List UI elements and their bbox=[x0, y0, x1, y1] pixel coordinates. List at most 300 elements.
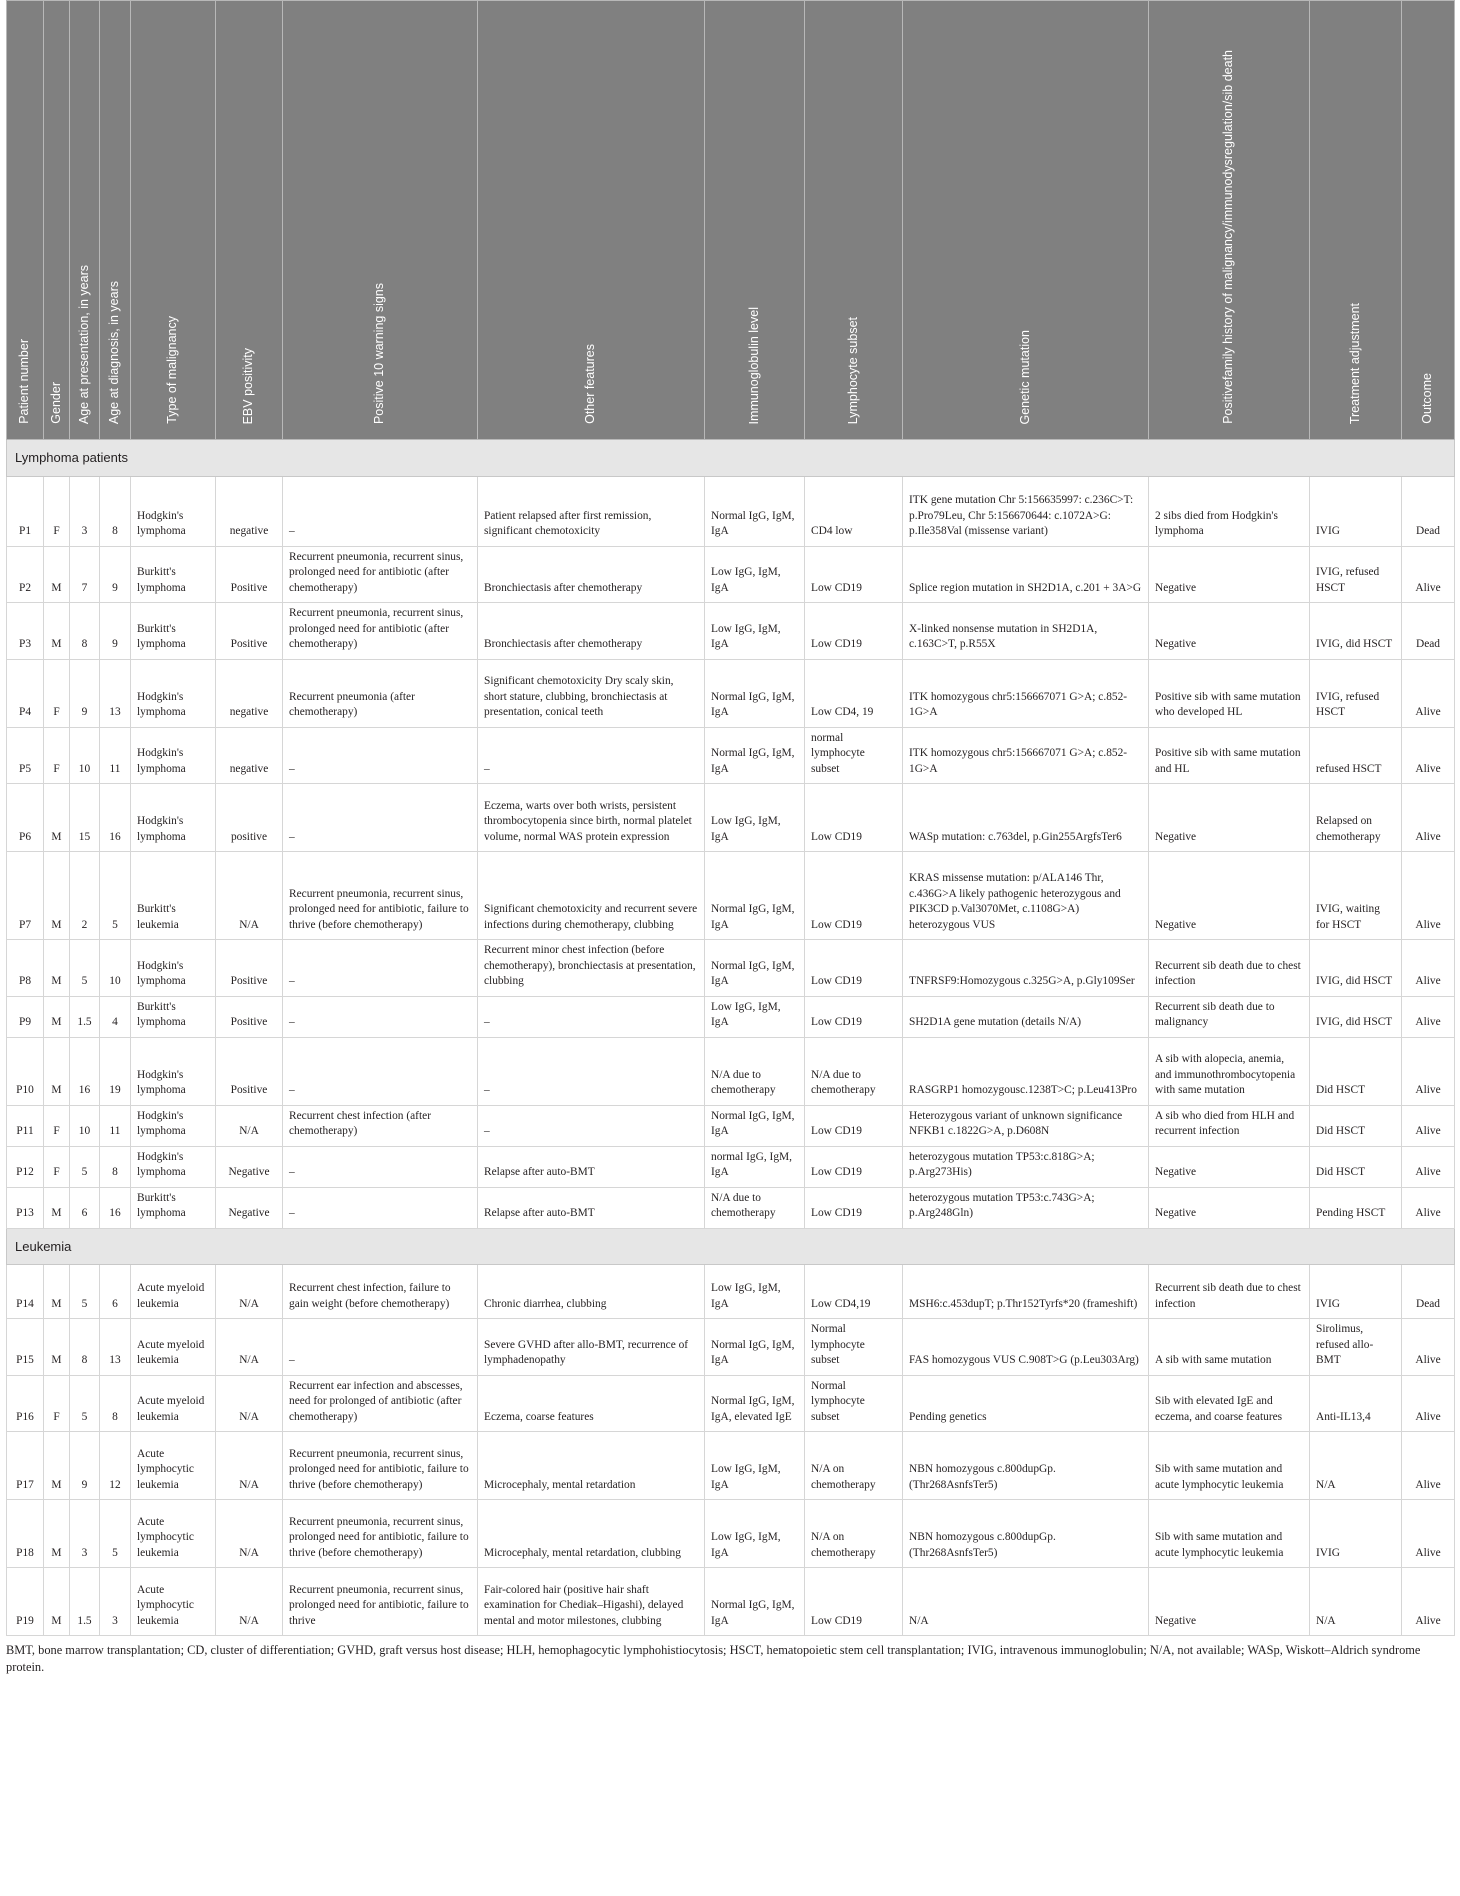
header-label: Age at presentation, in years bbox=[76, 264, 91, 424]
table-cell: Sirolimus, refused allo-BMT bbox=[1310, 1319, 1402, 1376]
table-cell: IVIG, waiting for HSCT bbox=[1310, 852, 1402, 940]
table-cell: Acute myeloid leukemia bbox=[131, 1319, 216, 1376]
table-cell: 11 bbox=[100, 727, 131, 784]
table-cell: 3 bbox=[100, 1568, 131, 1636]
header-label: Age at diagnosis, in years bbox=[107, 280, 122, 424]
patient-table bbox=[6, 0, 1455, 1636]
header-cell bbox=[1149, 1, 1310, 440]
table-cell: Low IgG, IgM, IgA bbox=[705, 996, 805, 1037]
table-cell: – bbox=[283, 1187, 478, 1228]
table-cell: Low IgG, IgM, IgA bbox=[705, 603, 805, 660]
table-cell: Burkitt's lymphoma bbox=[131, 996, 216, 1037]
table-cell: P18 bbox=[7, 1500, 44, 1568]
table-cell: NBN homozygous c.800dupGp.(Thr268AsnfsTer5) bbox=[903, 1500, 1149, 1568]
table-row bbox=[7, 546, 1455, 603]
table-cell: Normal IgG, IgM, IgA bbox=[705, 940, 805, 997]
table-cell: 4 bbox=[100, 996, 131, 1037]
table-cell: – bbox=[478, 1105, 705, 1146]
table-cell: N/A due to chemotherapy bbox=[705, 1037, 805, 1105]
table-cell: Recurrent pneumonia (after chemotherapy) bbox=[283, 659, 478, 727]
table-cell: Alive bbox=[1402, 1146, 1455, 1187]
table-cell: Low CD19 bbox=[805, 1568, 903, 1636]
table-cell: 9 bbox=[100, 546, 131, 603]
table-cell: Anti-IL13,4 bbox=[1310, 1375, 1402, 1432]
table-cell: P1 bbox=[7, 476, 44, 546]
table-cell: 16 bbox=[100, 1187, 131, 1228]
header-cell bbox=[100, 1, 131, 440]
table-cell: Recurrent ear infection and abscesses, need for prolonged of antibiotic (after chemotherapy) bbox=[283, 1375, 478, 1432]
table-cell: Low IgG, IgM, IgA bbox=[705, 546, 805, 603]
table-cell: F bbox=[44, 659, 70, 727]
table-row bbox=[7, 659, 1455, 727]
header-cell bbox=[70, 1, 100, 440]
table-cell: Normal IgG, IgM, IgA bbox=[705, 852, 805, 940]
table-cell: N/A bbox=[1310, 1568, 1402, 1636]
table-cell: Significant chemotoxicity Dry scaly skin, short stature, clubbing, bronchiectasis at presentation, conical teeth bbox=[478, 659, 705, 727]
table-row bbox=[7, 1037, 1455, 1105]
table-cell: Low CD19 bbox=[805, 1187, 903, 1228]
table-cell: – bbox=[478, 1037, 705, 1105]
table-cell: Recurrent sib death due to malignancy bbox=[1149, 996, 1310, 1037]
table-cell: Low CD19 bbox=[805, 784, 903, 852]
table-cell: Recurrent pneumonia, recurrent sinus, prolonged need for antibiotic, failure to thrive (before chemotherapy) bbox=[283, 1432, 478, 1500]
table-cell: 19 bbox=[100, 1037, 131, 1105]
table-row bbox=[7, 940, 1455, 997]
table-cell: N/A due to chemotherapy bbox=[805, 1037, 903, 1105]
table-cell: negative bbox=[216, 659, 283, 727]
table-cell: Eczema, coarse features bbox=[478, 1375, 705, 1432]
table-cell: Hodgkin's lymphoma bbox=[131, 727, 216, 784]
table-cell: P5 bbox=[7, 727, 44, 784]
table-cell: 10 bbox=[70, 1105, 100, 1146]
table-cell: Recurrent pneumonia, recurrent sinus, prolonged need for antibiotic, failure to thrive (before chemotherapy) bbox=[283, 852, 478, 940]
table-cell: 3 bbox=[70, 476, 100, 546]
table-cell: CD4 low bbox=[805, 476, 903, 546]
table-cell: Low CD19 bbox=[805, 996, 903, 1037]
table-cell: Low IgG, IgM, IgA bbox=[705, 1432, 805, 1500]
table-cell: M bbox=[44, 603, 70, 660]
table-cell: Patient relapsed after first remission, significant chemotoxicity bbox=[478, 476, 705, 546]
table-cell: Negative bbox=[1149, 1146, 1310, 1187]
table-cell: IVIG, did HSCT bbox=[1310, 940, 1402, 997]
table-cell: Normal IgG, IgM, IgA, elevated IgE bbox=[705, 1375, 805, 1432]
table-cell: P19 bbox=[7, 1568, 44, 1636]
header-label: Immunoglobulin level bbox=[746, 306, 761, 424]
table-cell: M bbox=[44, 1187, 70, 1228]
table-cell: P4 bbox=[7, 659, 44, 727]
table-cell: 6 bbox=[70, 1187, 100, 1228]
table-cell: Chronic diarrhea, clubbing bbox=[478, 1265, 705, 1319]
table-cell: Alive bbox=[1402, 1375, 1455, 1432]
table-cell: negative bbox=[216, 476, 283, 546]
table-cell: P10 bbox=[7, 1037, 44, 1105]
table-cell: A sib who died from HLH and recurrent infection bbox=[1149, 1105, 1310, 1146]
table-cell: Negative bbox=[1149, 852, 1310, 940]
table-cell: FAS homozygous VUS C.908T>G (p.Leu303Arg) bbox=[903, 1319, 1149, 1376]
table-cell: 8 bbox=[100, 476, 131, 546]
table-cell: Relapse after auto-BMT bbox=[478, 1146, 705, 1187]
table-cell: Low IgG, IgM, IgA bbox=[705, 1265, 805, 1319]
table-cell: 5 bbox=[70, 1265, 100, 1319]
table-cell: M bbox=[44, 940, 70, 997]
table-cell: negative bbox=[216, 727, 283, 784]
table-cell: Normal lymphocyte subset bbox=[805, 1375, 903, 1432]
table-cell: Low CD19 bbox=[805, 603, 903, 660]
table-cell: Dead bbox=[1402, 603, 1455, 660]
table-cell: 13 bbox=[100, 1319, 131, 1376]
header-label: Outcome bbox=[1420, 373, 1435, 424]
table-cell: 13 bbox=[100, 659, 131, 727]
table-cell: A sib with alopecia, anemia, and immunothrombocytopenia with same mutation bbox=[1149, 1037, 1310, 1105]
header-label: Gender bbox=[48, 382, 63, 424]
table-cell: Bronchiectasis after chemotherapy bbox=[478, 546, 705, 603]
table-cell: heterozygous mutation TP53:c.743G>A; p.Arg248Gln) bbox=[903, 1187, 1149, 1228]
table-row bbox=[7, 1375, 1455, 1432]
table-cell: Low CD4, 19 bbox=[805, 659, 903, 727]
table-cell: 15 bbox=[70, 784, 100, 852]
table-cell: Low CD4,19 bbox=[805, 1265, 903, 1319]
table-cell: P7 bbox=[7, 852, 44, 940]
table-cell: IVIG, refused HSCT bbox=[1310, 546, 1402, 603]
section-header-row bbox=[7, 440, 1455, 477]
table-cell: P15 bbox=[7, 1319, 44, 1376]
table-cell: Pending HSCT bbox=[1310, 1187, 1402, 1228]
table-cell: – bbox=[283, 727, 478, 784]
table-cell: 7 bbox=[70, 546, 100, 603]
table-cell: Hodgkin's lymphoma bbox=[131, 784, 216, 852]
table-cell: Negative bbox=[216, 1187, 283, 1228]
table-cell: Alive bbox=[1402, 1105, 1455, 1146]
table-cell: heterozygous mutation TP53:c.818G>A; p.Arg273His) bbox=[903, 1146, 1149, 1187]
table-cell: Negative bbox=[1149, 546, 1310, 603]
table-cell: Low CD19 bbox=[805, 852, 903, 940]
header-cell bbox=[44, 1, 70, 440]
header-label: Lymphocyte subset bbox=[845, 316, 860, 424]
table-cell: F bbox=[44, 476, 70, 546]
table-cell: P12 bbox=[7, 1146, 44, 1187]
table-cell: – bbox=[283, 1146, 478, 1187]
table-row bbox=[7, 727, 1455, 784]
table-cell: Did HSCT bbox=[1310, 1105, 1402, 1146]
table-cell: Splice region mutation in SH2D1A, c.201 + 3A>G bbox=[903, 546, 1149, 603]
table-cell: Low CD19 bbox=[805, 546, 903, 603]
table-cell: IVIG, did HSCT bbox=[1310, 603, 1402, 660]
header-label: Treatment adjustment bbox=[1347, 302, 1362, 424]
table-row bbox=[7, 476, 1455, 546]
table-cell: P11 bbox=[7, 1105, 44, 1146]
table-cell: Relapsed on chemotherapy bbox=[1310, 784, 1402, 852]
table-cell: Significant chemotoxicity and recurrent severe infections during chemotherapy, clubbing bbox=[478, 852, 705, 940]
table-cell: 2 sibs died from Hodgkin's lymphoma bbox=[1149, 476, 1310, 546]
table-cell: Low CD19 bbox=[805, 1105, 903, 1146]
table-cell: Sib with same mutation and acute lymphocytic leukemia bbox=[1149, 1500, 1310, 1568]
table-cell: Positive sib with same mutation who developed HL bbox=[1149, 659, 1310, 727]
table-cell: Alive bbox=[1402, 784, 1455, 852]
table-cell: P6 bbox=[7, 784, 44, 852]
table-cell: WASp mutation: c.763del, p.Gin255ArgfsTer6 bbox=[903, 784, 1149, 852]
table-cell: Positive bbox=[216, 996, 283, 1037]
table-row bbox=[7, 1319, 1455, 1376]
table-container bbox=[6, 0, 1460, 1676]
table-cell: Dead bbox=[1402, 1265, 1455, 1319]
table-cell: Normal IgG, IgM, IgA bbox=[705, 1105, 805, 1146]
table-cell: A sib with same mutation bbox=[1149, 1319, 1310, 1376]
table-cell: 10 bbox=[70, 727, 100, 784]
table-cell: Normal lymphocyte subset bbox=[805, 1319, 903, 1376]
table-cell: Positive bbox=[216, 603, 283, 660]
table-row bbox=[7, 1265, 1455, 1319]
table-cell: Positive bbox=[216, 546, 283, 603]
table-cell: N/A bbox=[216, 1105, 283, 1146]
table-cell: Bronchiectasis after chemotherapy bbox=[478, 603, 705, 660]
table-row bbox=[7, 1500, 1455, 1568]
table-cell: P13 bbox=[7, 1187, 44, 1228]
table-cell: M bbox=[44, 1265, 70, 1319]
table-cell: F bbox=[44, 727, 70, 784]
table-cell: N/A bbox=[216, 1265, 283, 1319]
header-label: Genetic mutation bbox=[1017, 329, 1032, 424]
table-cell: F bbox=[44, 1146, 70, 1187]
table-cell: M bbox=[44, 996, 70, 1037]
table-cell: – bbox=[283, 940, 478, 997]
table-cell: 8 bbox=[100, 1146, 131, 1187]
table-cell: Heterozygous variant of unknown significance NFKB1 c.1822G>A, p.D608N bbox=[903, 1105, 1149, 1146]
table-cell: 9 bbox=[100, 603, 131, 660]
table-cell: Microcephaly, mental retardation bbox=[478, 1432, 705, 1500]
table-cell: 5 bbox=[100, 852, 131, 940]
table-cell: Acute lymphocytic leukemia bbox=[131, 1568, 216, 1636]
table-cell: N/A bbox=[216, 852, 283, 940]
table-cell: – bbox=[283, 784, 478, 852]
table-cell: N/A bbox=[216, 1432, 283, 1500]
table-cell: M bbox=[44, 546, 70, 603]
table-cell: Did HSCT bbox=[1310, 1146, 1402, 1187]
table-cell: Acute myeloid leukemia bbox=[131, 1375, 216, 1432]
table-cell: Alive bbox=[1402, 1187, 1455, 1228]
table-cell: 8 bbox=[70, 1319, 100, 1376]
table-cell: ITK gene mutation Chr 5:156635997: c.236C>T: p.Pro79Leu, Chr 5:156670644: c.1072A>G: p.Ile358Val (missense variant) bbox=[903, 476, 1149, 546]
table-cell: Low CD19 bbox=[805, 940, 903, 997]
table-cell: Normal IgG, IgM, IgA bbox=[705, 1319, 805, 1376]
section-label: Leukemia bbox=[7, 1228, 1455, 1265]
table-cell: N/A bbox=[216, 1568, 283, 1636]
header-cell bbox=[1402, 1, 1455, 440]
table-cell: 11 bbox=[100, 1105, 131, 1146]
table-cell: – bbox=[478, 727, 705, 784]
table-cell: MSH6:c.453dupT; p.Thr152Tyrfs*20 (frameshift) bbox=[903, 1265, 1149, 1319]
header-cell bbox=[478, 1, 705, 440]
table-cell: Alive bbox=[1402, 1568, 1455, 1636]
table-cell: Burkitt's lymphoma bbox=[131, 603, 216, 660]
table-cell: Alive bbox=[1402, 1319, 1455, 1376]
table-cell: – bbox=[478, 996, 705, 1037]
table-cell: – bbox=[283, 1037, 478, 1105]
table-cell: 5 bbox=[70, 1375, 100, 1432]
table-cell: M bbox=[44, 1319, 70, 1376]
table-cell: Recurrent minor chest infection (before chemotherapy), bronchiectasis at presentation, clubbing bbox=[478, 940, 705, 997]
table-cell: Alive bbox=[1402, 940, 1455, 997]
table-cell: Alive bbox=[1402, 1500, 1455, 1568]
table-cell: Alive bbox=[1402, 659, 1455, 727]
header-label: Positivefamily history of malignancy/immunodysregulation/sib death bbox=[1221, 50, 1236, 424]
table-cell: TNFRSF9:Homozygous c.325G>A, p.Gly109Ser bbox=[903, 940, 1149, 997]
table-cell: P9 bbox=[7, 996, 44, 1037]
table-cell: M bbox=[44, 784, 70, 852]
table-cell: SH2D1A gene mutation (details N/A) bbox=[903, 996, 1149, 1037]
table-cell: Fair-colored hair (positive hair shaft examination for Chediak–Higashi), delayed mental and motor milestones, clubbing bbox=[478, 1568, 705, 1636]
table-cell: Normal IgG, IgM, IgA bbox=[705, 727, 805, 784]
table-row bbox=[7, 1105, 1455, 1146]
table-cell: P17 bbox=[7, 1432, 44, 1500]
table-cell: Alive bbox=[1402, 996, 1455, 1037]
header-cell bbox=[1310, 1, 1402, 440]
table-cell: 9 bbox=[70, 1432, 100, 1500]
table-cell: Normal IgG, IgM, IgA bbox=[705, 476, 805, 546]
table-cell: Acute myeloid leukemia bbox=[131, 1265, 216, 1319]
table-cell: – bbox=[283, 996, 478, 1037]
table-cell: X-linked nonsense mutation in SH2D1A, c.163C>T, p.R55X bbox=[903, 603, 1149, 660]
table-cell: Negative bbox=[216, 1146, 283, 1187]
table-cell: Low IgG, IgM, IgA bbox=[705, 1500, 805, 1568]
table-cell: Hodgkin's lymphoma bbox=[131, 1146, 216, 1187]
header-cell bbox=[7, 1, 44, 440]
table-body bbox=[7, 440, 1455, 1636]
table-row bbox=[7, 784, 1455, 852]
header-cell bbox=[903, 1, 1149, 440]
header-cell bbox=[131, 1, 216, 440]
table-cell: 5 bbox=[100, 1500, 131, 1568]
table-cell: N/A bbox=[216, 1500, 283, 1568]
table-cell: 1.5 bbox=[70, 996, 100, 1037]
header-label: Type of malignancy bbox=[165, 316, 180, 424]
table-cell: Alive bbox=[1402, 1432, 1455, 1500]
table-cell: Normal IgG, IgM, IgA bbox=[705, 659, 805, 727]
table-cell: Hodgkin's lymphoma bbox=[131, 1037, 216, 1105]
table-row bbox=[7, 852, 1455, 940]
table-cell: N/A bbox=[903, 1568, 1149, 1636]
header-label: EBV positivity bbox=[241, 347, 256, 424]
table-cell: M bbox=[44, 852, 70, 940]
table-cell: Pending genetics bbox=[903, 1375, 1149, 1432]
table-cell: Sib with same mutation and acute lymphocytic leukemia bbox=[1149, 1432, 1310, 1500]
table-cell: IVIG bbox=[1310, 476, 1402, 546]
header-row bbox=[7, 1, 1455, 440]
table-cell: Burkitt's lymphoma bbox=[131, 546, 216, 603]
table-cell: P16 bbox=[7, 1375, 44, 1432]
table-cell: normal lymphocyte subset bbox=[805, 727, 903, 784]
table-cell: Did HSCT bbox=[1310, 1037, 1402, 1105]
table-cell: Negative bbox=[1149, 1568, 1310, 1636]
header-cell bbox=[216, 1, 283, 440]
section-header-row bbox=[7, 1228, 1455, 1265]
table-cell: M bbox=[44, 1568, 70, 1636]
table-cell: – bbox=[283, 1319, 478, 1376]
table-cell: positive bbox=[216, 784, 283, 852]
table-cell: N/A bbox=[216, 1375, 283, 1432]
table-cell: F bbox=[44, 1105, 70, 1146]
header-label: Other features bbox=[583, 344, 598, 424]
table-row bbox=[7, 1432, 1455, 1500]
table-cell: P2 bbox=[7, 546, 44, 603]
table-cell: 12 bbox=[100, 1432, 131, 1500]
table-cell: M bbox=[44, 1037, 70, 1105]
table-cell: Recurrent sib death due to chest infection bbox=[1149, 940, 1310, 997]
table-cell: Acute lymphocytic leukemia bbox=[131, 1432, 216, 1500]
table-cell: Alive bbox=[1402, 727, 1455, 784]
table-cell: Acute lymphocytic leukemia bbox=[131, 1500, 216, 1568]
table-cell: Hodgkin's lymphoma bbox=[131, 476, 216, 546]
table-cell: M bbox=[44, 1500, 70, 1568]
table-cell: Normal IgG, IgM, IgA bbox=[705, 1568, 805, 1636]
table-cell: normal IgG, IgM, IgA bbox=[705, 1146, 805, 1187]
header-cell bbox=[805, 1, 903, 440]
table-cell: M bbox=[44, 1432, 70, 1500]
table-row bbox=[7, 996, 1455, 1037]
table-cell: N/A due to chemotherapy bbox=[705, 1187, 805, 1228]
table-cell: N/A on chemotherapy bbox=[805, 1432, 903, 1500]
table-cell: Severe GVHD after allo-BMT, recurrence of lymphadenopathy bbox=[478, 1319, 705, 1376]
table-cell: 8 bbox=[70, 603, 100, 660]
table-cell: 5 bbox=[70, 1146, 100, 1187]
table-cell: P8 bbox=[7, 940, 44, 997]
table-cell: Recurrent chest infection (after chemotherapy) bbox=[283, 1105, 478, 1146]
table-cell: Alive bbox=[1402, 852, 1455, 940]
table-row bbox=[7, 1146, 1455, 1187]
table-cell: 10 bbox=[100, 940, 131, 997]
table-cell: N/A bbox=[1310, 1432, 1402, 1500]
table-cell: 2 bbox=[70, 852, 100, 940]
table-cell: Eczema, warts over both wrists, persistent thrombocytopenia since birth, normal platelet volume, normal WAS protein expression bbox=[478, 784, 705, 852]
table-footnote: BMT, bone marrow transplantation; CD, cluster of differentiation; GVHD, graft versus host disease; HLH, hemophagocytic lymphohistiocytosis; HSCT, hematopoietic stem cell transplantation; IVIG, intravenous immunoglobulin; N/A, not available; WASp, Wiskott–Aldrich syndrome protein. bbox=[6, 1643, 1421, 1674]
table-cell: 16 bbox=[100, 784, 131, 852]
section-label: Lymphoma patients bbox=[7, 440, 1455, 477]
table-cell: 9 bbox=[70, 659, 100, 727]
table-cell: Dead bbox=[1402, 476, 1455, 546]
table-cell: Alive bbox=[1402, 1037, 1455, 1105]
table-cell: NBN homozygous c.800dupGp.(Thr268AsnfsTer5) bbox=[903, 1432, 1149, 1500]
table-cell: Hodgkin's lymphoma bbox=[131, 1105, 216, 1146]
table-cell: ITK homozygous chr5:156667071 G>A; c.852-1G>A bbox=[903, 727, 1149, 784]
table-cell: Recurrent pneumonia, recurrent sinus, prolonged need for antibiotic (after chemotherapy) bbox=[283, 546, 478, 603]
table-cell: N/A bbox=[216, 1319, 283, 1376]
table-cell: 1.5 bbox=[70, 1568, 100, 1636]
table-cell: P14 bbox=[7, 1265, 44, 1319]
table-cell: N/A on chemotherapy bbox=[805, 1500, 903, 1568]
table-cell: Alive bbox=[1402, 546, 1455, 603]
table-cell: Recurrent pneumonia, recurrent sinus, prolonged need for antibiotic, failure to thrive bbox=[283, 1568, 478, 1636]
table-cell: IVIG bbox=[1310, 1500, 1402, 1568]
table-cell: RASGRP1 homozygousc.1238T>C; p.Leu413Pro bbox=[903, 1037, 1149, 1105]
table-cell: Recurrent pneumonia, recurrent sinus, prolonged need for antibiotic (after chemotherapy) bbox=[283, 603, 478, 660]
table-cell: F bbox=[44, 1375, 70, 1432]
table-cell: IVIG, refused HSCT bbox=[1310, 659, 1402, 727]
table-cell: Hodgkin's lymphoma bbox=[131, 940, 216, 997]
table-cell: Low CD19 bbox=[805, 1146, 903, 1187]
table-cell: Burkitt's leukemia bbox=[131, 852, 216, 940]
table-cell: Recurrent pneumonia, recurrent sinus, prolonged need for antibiotic, failure to thrive (before chemotherapy) bbox=[283, 1500, 478, 1568]
table-cell: IVIG bbox=[1310, 1265, 1402, 1319]
table-cell: 5 bbox=[70, 940, 100, 997]
table-cell: Microcephaly, mental retardation, clubbing bbox=[478, 1500, 705, 1568]
header-label: Patient number bbox=[17, 339, 32, 424]
table-cell: Burkitt's lymphoma bbox=[131, 1187, 216, 1228]
table-cell: 3 bbox=[70, 1500, 100, 1568]
table-cell: Negative bbox=[1149, 603, 1310, 660]
table-cell: Positive bbox=[216, 1037, 283, 1105]
header-cell bbox=[283, 1, 478, 440]
table-cell: P3 bbox=[7, 603, 44, 660]
table-cell: Sib with elevated IgE and eczema, and coarse features bbox=[1149, 1375, 1310, 1432]
